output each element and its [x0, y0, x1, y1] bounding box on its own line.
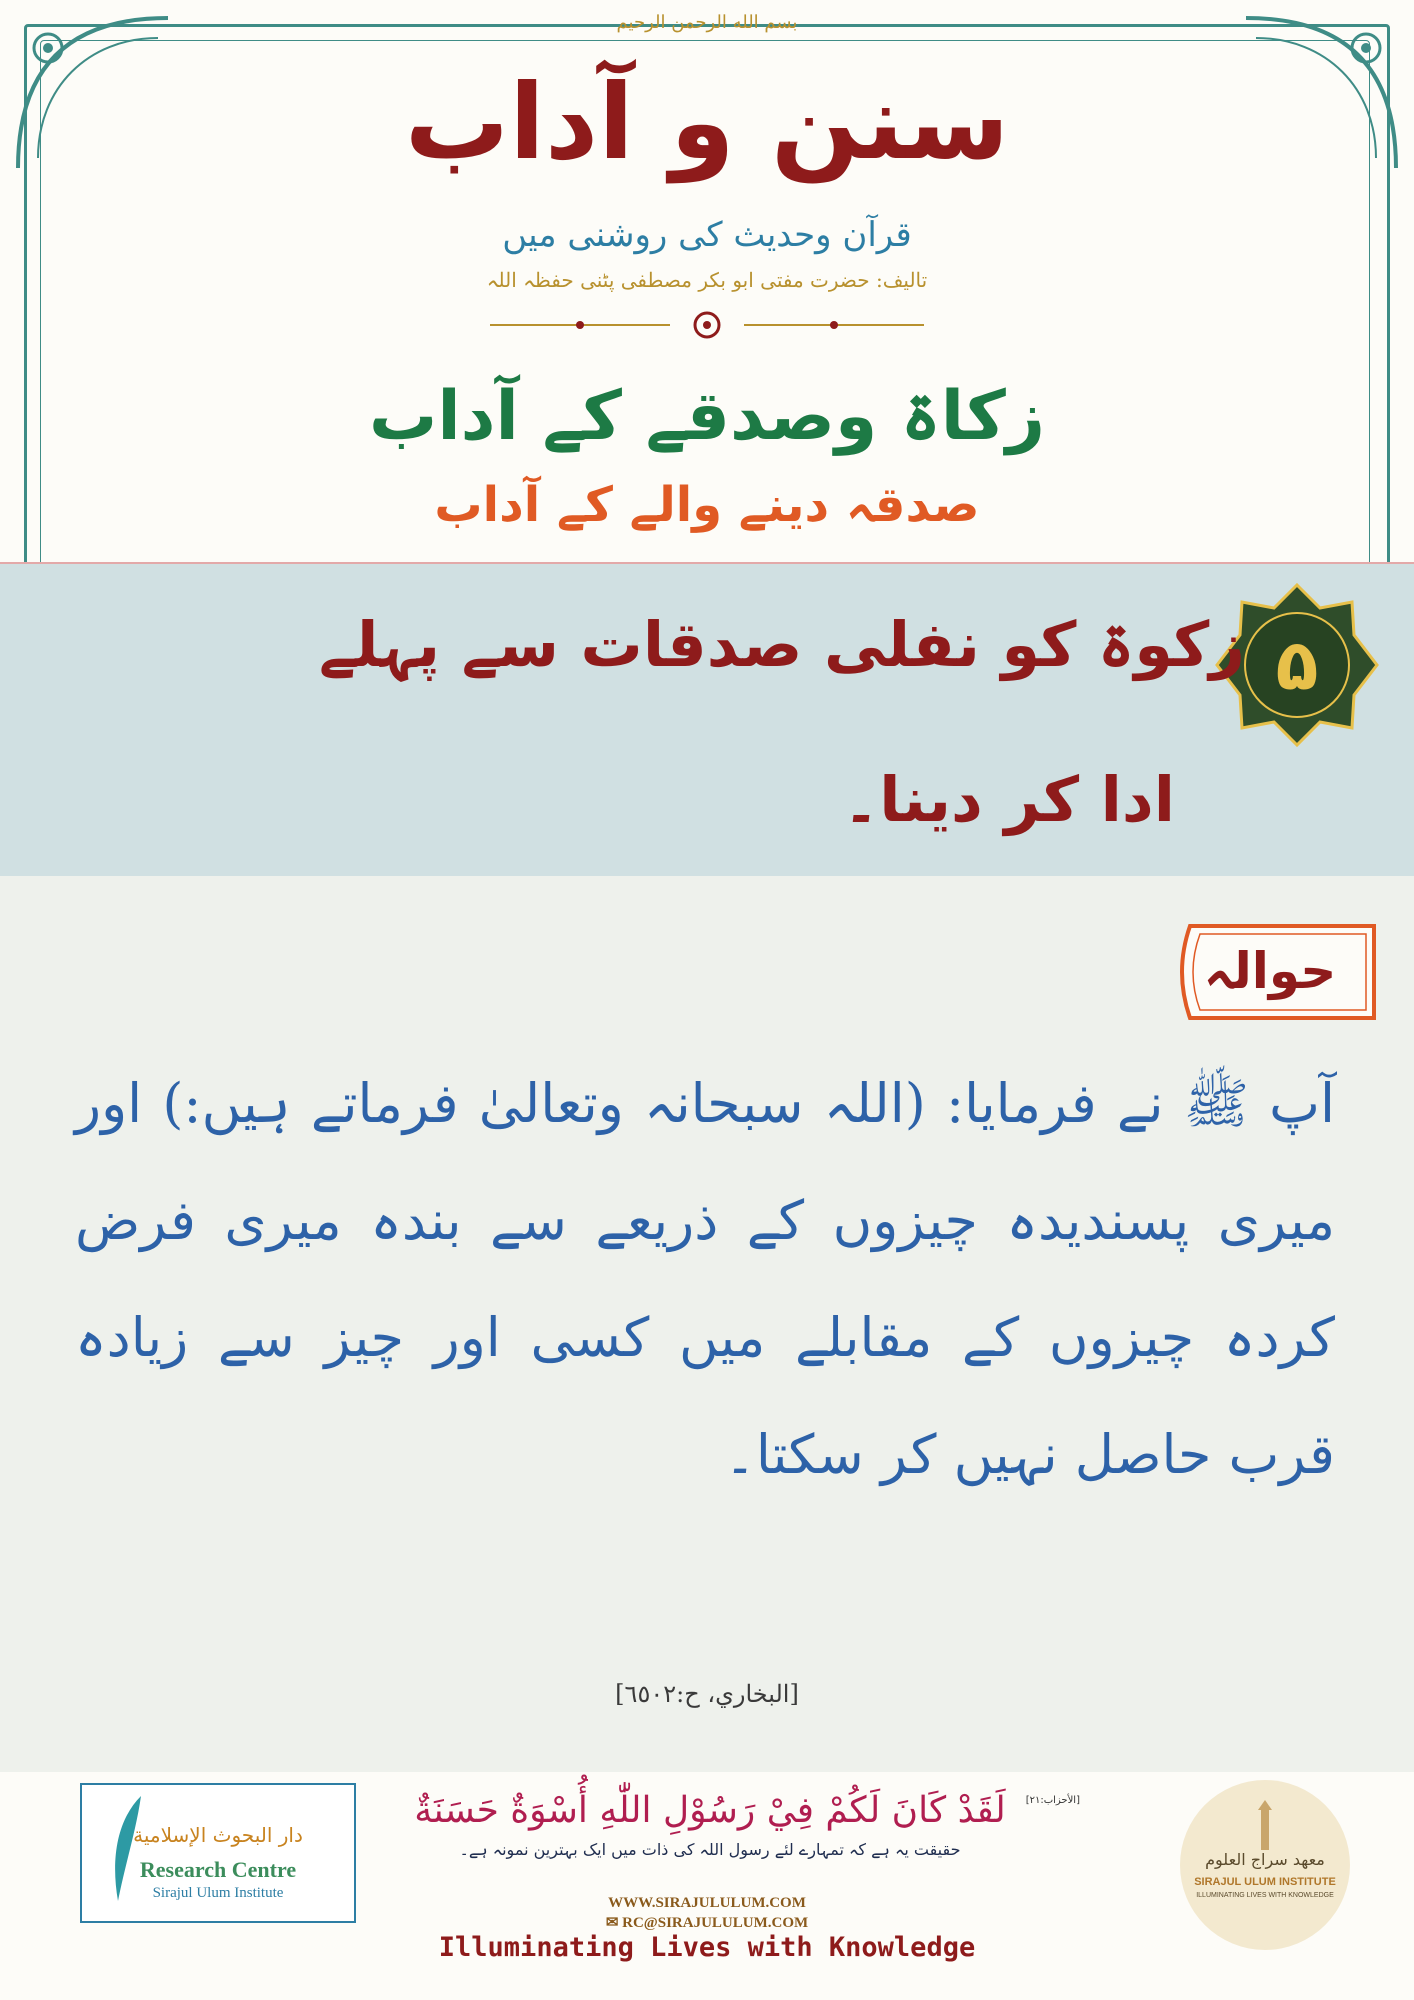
footer-tagline: Illuminating Lives with Knowledge — [438, 1932, 976, 1963]
ornamental-divider — [480, 310, 934, 340]
sirajul-ulum-logo — [1180, 1780, 1350, 1950]
point-number: ۵ — [1275, 624, 1319, 706]
point-text-line-2: ادا کر دینا۔ — [842, 763, 1175, 836]
quran-verse: لَقَدْ كَانَ لَكُمْ فِيْ رَسُوْلِ اللّٰهِ أُسْوَةٌ حَسَنَةٌ — [414, 1790, 1006, 1831]
bismillah-calligraphy: بسم الله الرحمن الرحيم — [616, 12, 798, 33]
institute-tagline: ILLUMINATING LIVES WITH KNOWLEDGE — [1196, 1892, 1334, 1899]
reference-label: حوالہ — [1203, 942, 1337, 1000]
research-centre-logo — [80, 1783, 356, 1923]
website-link[interactable]: WWW.SIRAJULULUM.COM — [608, 1895, 806, 1911]
research-centre-name: Research Centre — [139, 1857, 297, 1882]
research-centre-subname: Sirajul Ulum Institute — [152, 1885, 284, 1901]
corner-ornament-top-left — [8, 8, 178, 178]
institute-arabic-name: معهد سراج العلوم — [1205, 1850, 1325, 1869]
verse-translation: حقیقت یہ ہے کہ تمہارے لئے رسول اللہ کی ذات میں ایک بہترین نمونہ ہے۔ — [459, 1840, 961, 1859]
mosque-minaret-icon — [1250, 1798, 1280, 1853]
corner-ornament-top-right — [1236, 8, 1406, 178]
verse-reference: [الأحزاب:٢١] — [1025, 1795, 1080, 1806]
hadith-citation: [البخاري، ح:٦٥٠٢] — [615, 1680, 799, 1708]
section-subtitle: صدقہ دینے والے کے آداب — [434, 477, 980, 533]
hadith-text: آپ ﷺ نے فرمایا: (اللہ سبحانہ وتعالیٰ فرماتے ہیں:) اور میری پسندیدہ چیزوں کے ذریعے سے بندہ میری فرض کردہ چیزوں کے مقابلے میں کسی اور چیز سے زیادہ قرب حاصل نہیں کر سکتا۔ — [75, 1072, 1335, 1486]
section-title: زکاۃ وصدقے کے آداب — [369, 377, 1045, 456]
author-line: تالیف: حضرت مفتی ابو بکر مصطفی پٹنی حفظہ اللہ — [486, 268, 928, 292]
institute-name: SIRAJUL ULUM INSTITUTE — [1194, 1876, 1336, 1888]
research-centre-arabic: دار البحوث الإسلامية — [133, 1823, 303, 1847]
point-text-line-1: زکوۃ کو نفلی صدقات سے پہلے — [318, 608, 1245, 681]
email-link[interactable]: ✉ RC@SIRAJULULUM.COM — [605, 1915, 809, 1931]
main-title: سنن و آداب — [404, 61, 1010, 183]
subtitle: قرآن وحدیث کی روشنی میں — [502, 215, 912, 255]
